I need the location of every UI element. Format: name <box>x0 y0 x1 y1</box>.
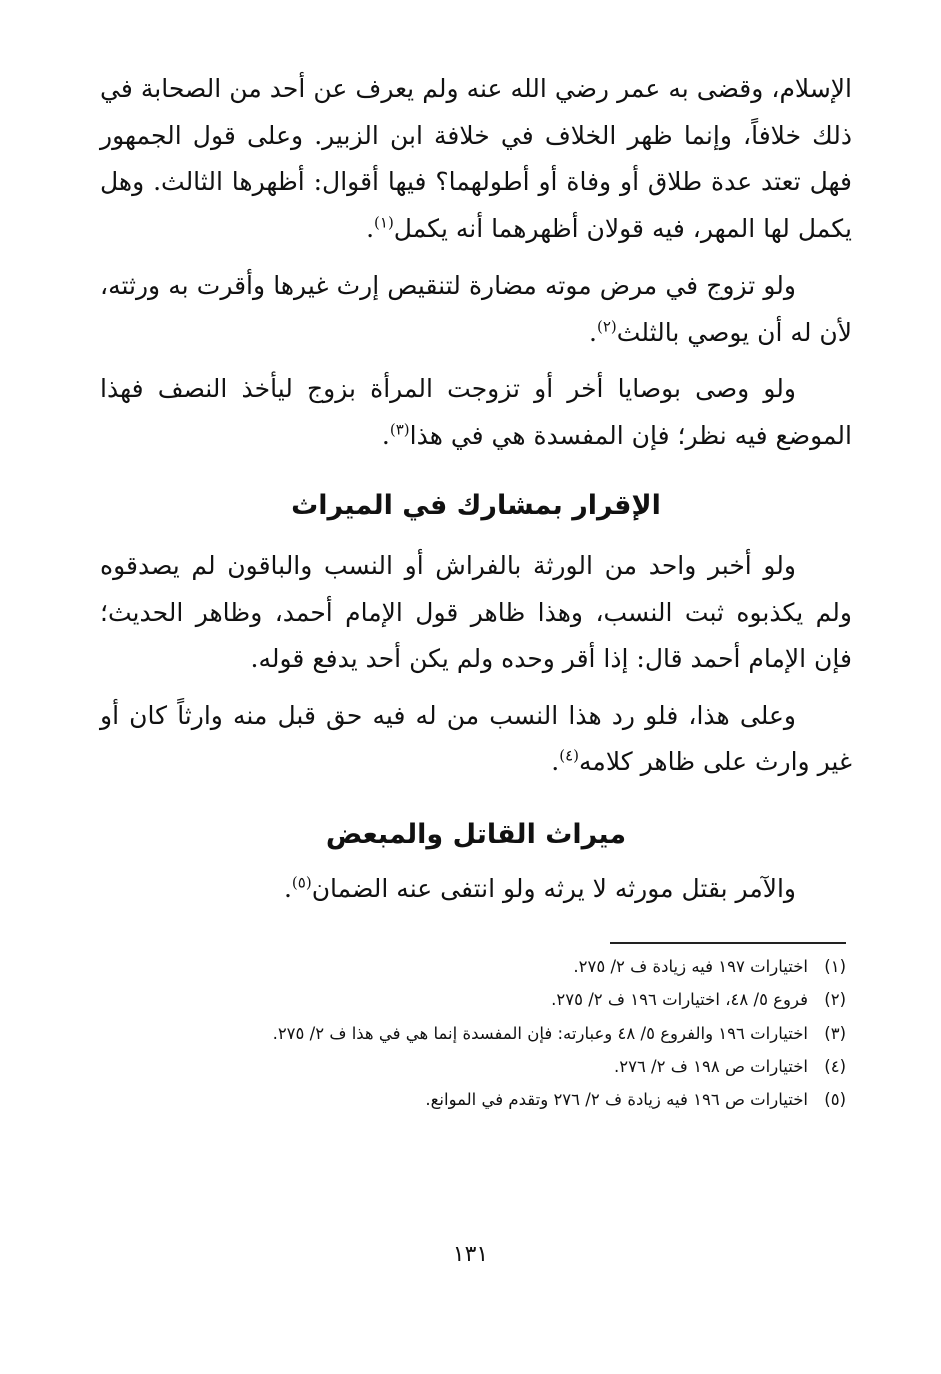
footnote-ref-4[interactable]: (٤) <box>559 746 580 765</box>
footnote-text: اختيارات ص ١٩٨ ف ٢/ ٢٧٦. <box>613 1056 808 1076</box>
footnotes-list <box>100 950 852 1116</box>
footnote-text: اختيارات ١٩٦ والفروع ٥/ ٤٨ وعبارته: فإن المفسدة إنما هي في هذا ف ٢/ ٢٧٥. <box>272 1023 808 1043</box>
footnote-number: (٥) <box>824 1090 846 1110</box>
footnote-ref-3[interactable]: (٣) <box>389 420 410 439</box>
footnote-3 <box>100 1017 846 1050</box>
paragraph-marriage-in-illness: ولو تزوج في مرض موته مضارة لتنقيص إرث غيرها وأقرت به ورثته، لأن له أن يوصي بالثلث$^{(٢)}$. <box>100 271 852 347</box>
footnote-text: اختيارات ص ١٩٦ فيه زيادة ف ٢/ ٢٧٦ وتقدم في الموانع. <box>425 1090 808 1110</box>
page-number: ١٣١ <box>452 1242 489 1267</box>
paragraph-inheritance-continuation: الإسلام، وقضى به عمر رضي الله عنه ولم يعرف عن أحد من الصحابة في ذلك خلافاً، وإنما ظهر الخلاف في خلافة ابن الزبير. وعلى قول الجمهور فهل تعتد عدة طلاق أو وفاة أو أطولهما؟ فيها أقوال: أظهرها الثالث. وهل يكمل لها المهر، فيه قولان أظهرهما أنه يكمل$^{(١)}$. <box>100 74 852 243</box>
footnote-number: (١) <box>824 957 846 976</box>
footnote-5 <box>100 1083 846 1116</box>
footnote-2 <box>100 983 846 1016</box>
footnote-number: (٣) <box>824 1023 846 1043</box>
footnote-text: اختيارات ١٩٧ فيه زيادة ف ٢/ ٢٧٥. <box>573 957 808 976</box>
section-heading-acknowledgment: الإقرار بمشارك في الميراث <box>291 490 661 521</box>
paragraph-bequests: ولو وصى بوصايا أخر أو تزوجت المرأة بزوج ليأخذ النصف فهذا الموضع فيه نظر؛ فإن المفسدة هي في هذا$^{(٣)}$. <box>100 374 852 450</box>
paragraph-rejection-of-lineage: وعلى هذا، فلو رد هذا النسب من له فيه حق قبل منه وارثاً كان أو غير وارث على ظاهر كلامه$^{(٤)}$. <box>100 700 852 776</box>
footnote-number: (٤) <box>824 1056 846 1076</box>
footnote-ref-1[interactable]: (١) <box>374 213 394 232</box>
footnote-1 <box>100 950 846 983</box>
page-body <box>100 66 852 1116</box>
footnote-ref-5[interactable]: (٥) <box>291 873 312 892</box>
footnote-4 <box>100 1050 846 1083</box>
footnote-text: فروع ٥/ ٤٨، اختيارات ١٩٦ ف ٢/ ٢٧٥. <box>551 990 808 1010</box>
section-heading-killer-inheritance: ميراث القاتل والمبعض <box>325 818 627 850</box>
footnote-number: (٢) <box>824 990 846 1010</box>
paragraph-acknowledgment-of-lineage: ولو أخبر واحد من الورثة بالفراش أو النسب والباقون لم يصدقوه ولم يكذبوه ثبت النسب، وهذا ظاهر قول الإمام أحمد، وظاهر الحديث؛ فإن الإمام أحمد قال: إذا أقر وحده ولم يكن أحد يدفع قوله. <box>100 551 852 673</box>
footnote-ref-2[interactable]: (٢) <box>596 317 617 336</box>
paragraph-ordering-killing: والآمر بقتل مورثه لا يرثه ولو انتفى عنه الضمان$^{(٥)}$. <box>283 873 796 903</box>
